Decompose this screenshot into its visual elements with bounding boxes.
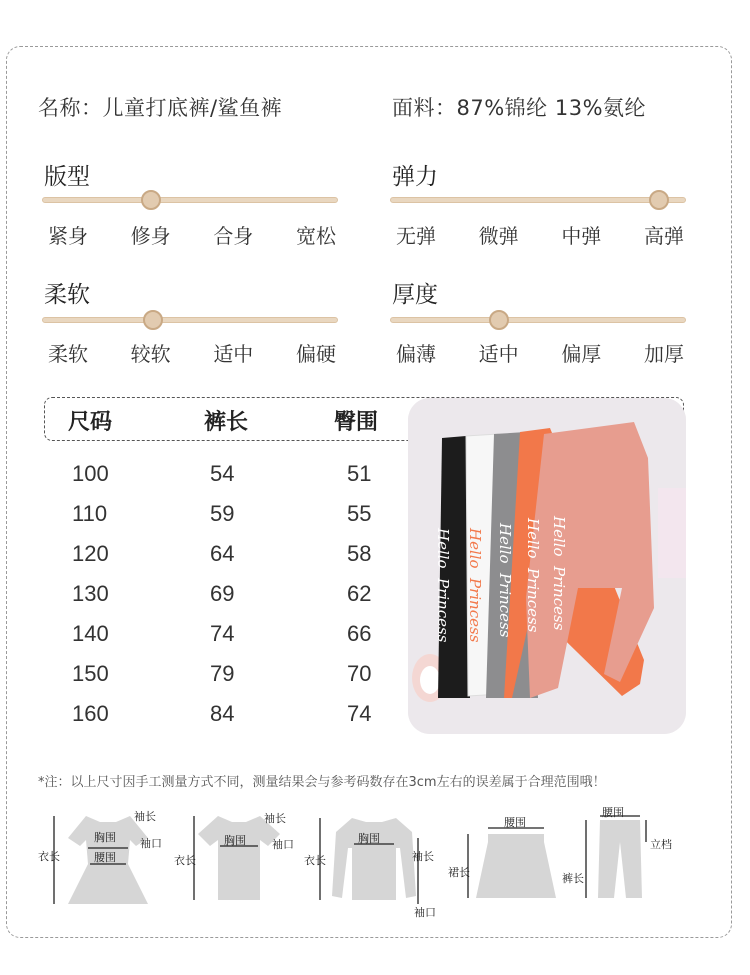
level-label: 较软 <box>130 342 171 366</box>
length-cell: 59 <box>210 501 235 526</box>
level-label: 微弹 <box>478 224 519 248</box>
attribute-levels <box>396 338 684 367</box>
attribute-title: 厚度 <box>392 282 438 308</box>
level-label: 偏厚 <box>561 342 602 366</box>
length-cell: 64 <box>210 541 235 566</box>
measurement-note: *注：以上尺寸因手工测量方式不同，测量结果会与参考码数存在3cm左右的误差属于合理范围哦！ <box>38 775 606 790</box>
level-label: 合身 <box>213 224 254 248</box>
length-cell: 74 <box>210 621 235 646</box>
attribute-knob <box>143 310 163 330</box>
label-length: 衣长 <box>174 854 196 867</box>
hip-cell: 58 <box>347 541 372 566</box>
print-text-pink-2: Princess <box>550 566 568 631</box>
size-cell: 100 <box>72 461 109 486</box>
level-label: 适中 <box>213 342 254 366</box>
attribute-knob <box>489 310 509 330</box>
header-pants-length: 裤长 <box>204 410 249 435</box>
label-chest: 胸围 <box>94 831 116 844</box>
attribute-track <box>390 317 686 323</box>
label-waist: 腰围 <box>94 851 116 864</box>
print-text-white: Hello <box>466 528 484 569</box>
size-cell: 160 <box>72 701 109 726</box>
label-sleeve: 袖长 <box>134 810 156 823</box>
label-chest: 胸围 <box>224 834 246 847</box>
label-sleeve: 袖长 <box>264 812 286 825</box>
level-label: 柔软 <box>48 342 88 366</box>
product-photo <box>408 398 686 734</box>
label-chest: 胸围 <box>358 832 380 845</box>
label-length: 裤长 <box>562 872 584 885</box>
attribute-knob <box>649 190 669 210</box>
hip-cell: 66 <box>347 621 372 646</box>
size-cell: 140 <box>72 621 109 646</box>
pants-icon <box>560 802 690 912</box>
label-length: 衣长 <box>38 850 60 863</box>
label-length: 衣长 <box>304 854 326 867</box>
label-cuff: 袖口 <box>272 838 294 851</box>
print-text-white-2: Princess <box>466 578 484 643</box>
length-cell: 79 <box>210 661 235 686</box>
print-text-grey: Hello <box>496 523 514 564</box>
attribute-track <box>42 197 338 203</box>
level-label: 加厚 <box>643 342 684 366</box>
hip-cell: 74 <box>347 701 372 726</box>
fabric-composition: 面料：87%锦纶 13%氨纶 <box>392 96 647 120</box>
dress-diagram <box>38 808 168 918</box>
attribute-title: 柔软 <box>44 282 90 308</box>
size-cell: 120 <box>72 541 109 566</box>
length-cell: 54 <box>210 461 235 486</box>
leggings-illustration <box>408 398 686 734</box>
size-cell: 110 <box>72 501 108 526</box>
product-name: 名称：儿童打底裤/鲨鱼裤 <box>38 96 283 120</box>
label-sleeve: 袖长 <box>412 850 434 863</box>
tshirt-diagram <box>174 808 304 918</box>
attribute-knob <box>141 190 161 210</box>
print-text-grey-2: Princess <box>496 573 514 638</box>
size-cell: 150 <box>72 661 109 686</box>
attribute-track <box>42 317 338 323</box>
level-label: 无弹 <box>396 224 436 248</box>
label-waist: 腰围 <box>504 816 526 829</box>
hip-cell: 62 <box>347 581 372 606</box>
level-label: 高弹 <box>643 224 684 248</box>
header-size: 尺码 <box>68 410 113 435</box>
level-label: 紧身 <box>48 224 88 248</box>
length-cell: 84 <box>210 701 235 726</box>
skirt-diagram <box>448 808 568 918</box>
level-label: 偏硬 <box>295 342 336 366</box>
pants-diagram <box>560 802 690 912</box>
attribute-levels <box>48 220 336 249</box>
attribute-track <box>390 197 686 203</box>
label-cuff: 袖口 <box>414 906 436 919</box>
size-cell: 130 <box>72 581 109 606</box>
sweater-diagram <box>304 808 444 918</box>
level-label: 适中 <box>478 342 519 366</box>
label-rise: 立档 <box>650 838 672 851</box>
attribute-levels <box>48 338 336 367</box>
length-cell: 69 <box>210 581 235 606</box>
attribute-title: 弹力 <box>392 164 438 190</box>
label-cuff: 袖口 <box>140 837 162 850</box>
level-label: 中弹 <box>561 224 602 248</box>
level-label: 宽松 <box>295 224 336 248</box>
hip-cell: 70 <box>347 661 372 686</box>
level-label: 修身 <box>130 224 171 248</box>
label-waist: 腰围 <box>602 806 624 819</box>
print-text-orange: Hello <box>524 518 542 559</box>
header-hip: 臀围 <box>334 410 379 435</box>
attribute-title: 版型 <box>44 164 90 190</box>
print-text-black-2: Princess <box>434 578 452 643</box>
label-length: 裙长 <box>448 866 470 879</box>
attribute-levels <box>396 220 684 249</box>
print-text-orange-2: Princess <box>524 568 542 633</box>
hip-cell: 55 <box>347 501 372 526</box>
level-label: 偏薄 <box>396 342 436 366</box>
print-text-black: Hello <box>434 528 452 569</box>
hip-cell: 51 <box>347 461 372 486</box>
print-text-pink: Hello <box>550 516 568 557</box>
